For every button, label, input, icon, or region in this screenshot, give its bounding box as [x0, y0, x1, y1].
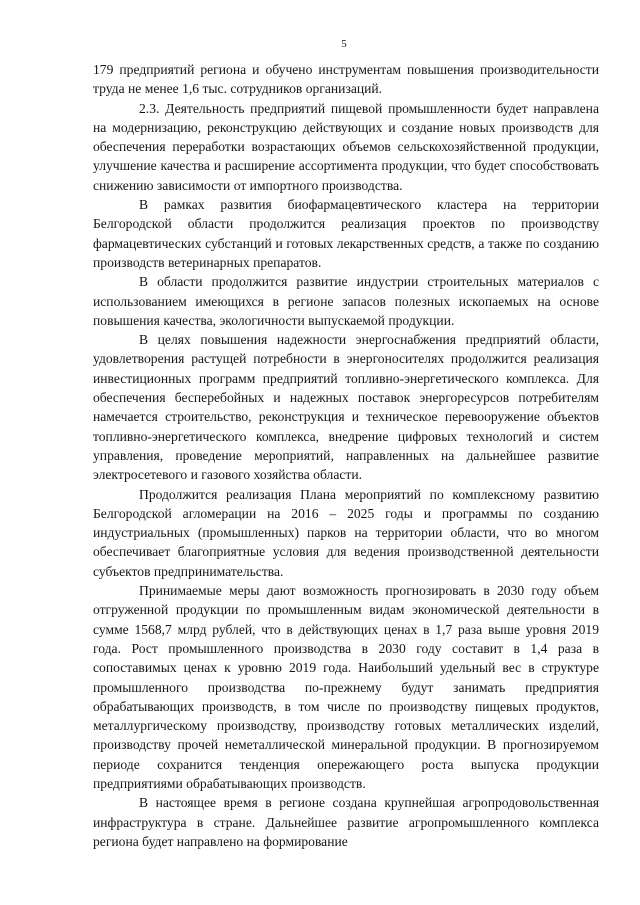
paragraph-food-industry: 2.3. Деятельность предприятий пищевой промышленности будет направлена на модернизацию, реконструкцию действующих и создание новых производств для обеспечения переработки возрастающих объемов сельскохозяйственной продукции, улучшение качества и расширение ассортимента продукции, что будет способствовать снижению зависимости от импортного производства.	[93, 100, 599, 193]
paragraph-energy-supply: В целях повышения надежности энергоснабжения предприятий области, удовлетворения растущей потребности в энергоносителях продолжится реализация инвестиционных программ предприятий топливно-энергетического комплекса. Для обеспечения бесперебойных и надежных поставок энергоресурсов потребителям намечается строительство, реконструкция и техническое перевооружение объектов топливно-энергетического комплекса, внедрение цифровых технологий и систем управления, проведение мероприятий, направленных на дальнейшее развитие электросетевого и газового хозяйства области.	[93, 332, 599, 483]
paragraph-agro-infrastructure: В настоящее время в регионе создана крупнейшая агропродовольственная инфраструктура в стране. Дальнейшее развитие агропромышленного комплекса региона будет направлено на формирование	[93, 795, 599, 849]
body-text	[93, 60, 599, 851]
paragraph-continuation: 179 предприятий региона и обучено инструментам повышения производительности труда не менее 1,6 тыс. сотрудников организаций.	[93, 62, 599, 97]
paragraph-building-materials: В области продолжится развитие индустрии строительных материалов с использованием имеющихся в регионе запасов полезных ископаемых на основе повышения качества, экологичности выпускаемой продукции.	[93, 274, 599, 328]
paragraph-agglomeration-plan: Продолжится реализация Плана мероприятий по комплексному развитию Белгородской агломерации на 2016 – 2025 годы и программы по созданию индустриальных (промышленных) парков на территории области, что во многом обеспечивает благоприятные условия для ведения производственной деятельности субъектов предпринимательства.	[93, 486, 599, 579]
paragraph-industrial-forecast: Принимаемые меры дают возможность прогнозировать в 2030 году объем отгруженной продукции по промышленным видам экономической деятельности в сумме 1568,7 млрд рублей, что в действующих ценах в 1,7 раза выше уровня 2019 года. Рост промышленного производства в 2030 году составит в 1,4 раза в сопоставимых ценах к уровню 2019 года. Наибольший удельный вес в структуре промышленного производства по-прежнему будут занимать предприятия обрабатывающих производств, в том числе по производству пищевых продуктов, металлургическому производству, производству готовых металлических изделий, производству прочей неметаллической минеральной продукции. В прогнозируемом периоде сохранится тенденция опережающего роста выпуска продукции предприятиями обрабатывающих производств.	[93, 583, 599, 791]
page-number: 5	[341, 38, 347, 50]
paragraph-biopharma-cluster: В рамках развития биофармацевтического кластера на территории Белгородской области продолжится реализация проектов по производству фармацевтических субстанций и готовых лекарственных средств, а также по созданию производств ветеринарных препаратов.	[93, 197, 599, 270]
